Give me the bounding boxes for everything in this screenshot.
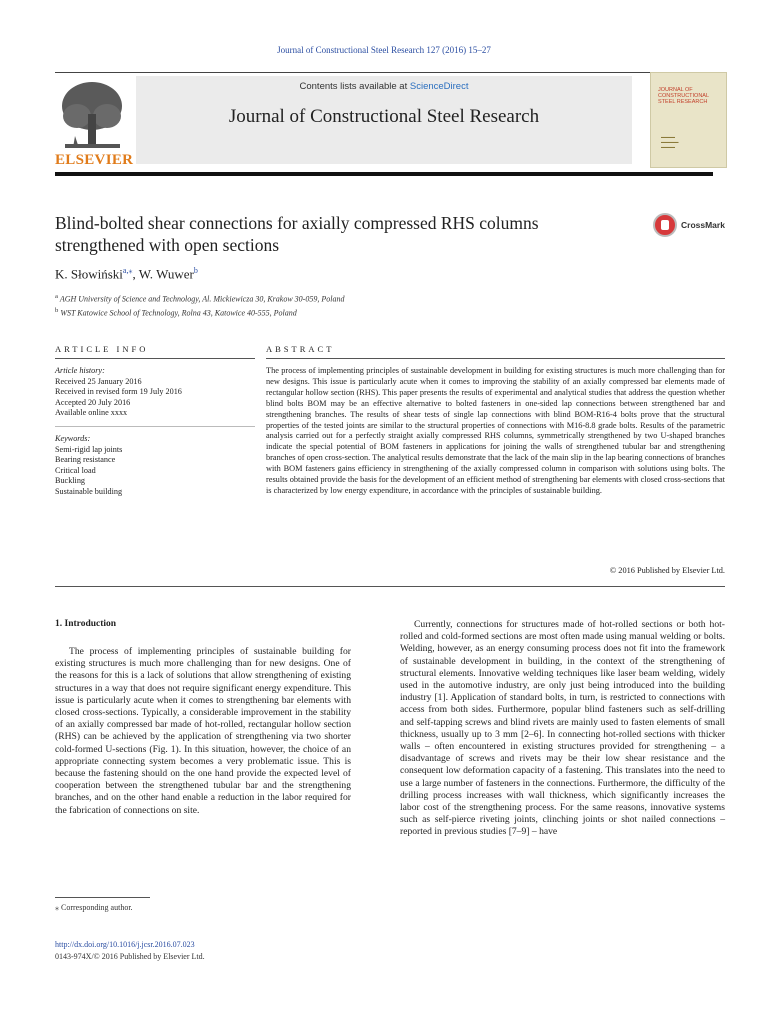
author-list bbox=[55, 266, 198, 282]
doi-link[interactable]: http://dx.doi.org/10.1016/j.jcsr.2016.07.023 bbox=[55, 940, 195, 949]
author-name[interactable]: K. Słowiński bbox=[55, 266, 123, 282]
header-thick-rule bbox=[55, 172, 713, 176]
cover-title: JOURNAL OF CONSTRUCTIONAL STEEL RESEARCH bbox=[658, 87, 709, 105]
contents-prefix: Contents lists available at bbox=[299, 81, 410, 92]
body-paragraph: Currently, connections for structures made of hot-rolled sections or both hot-rolled and cold-formed sections are most often made using manual welding or bolts. Welding, however, as an energy consuming process does not fit into the framework of sustainable development in building, in the context of the strengthening of structural elements. Innovative welding techniques like laser beam welding, widely used in the automotive industry, are only just being introduced into the building industry [1]. Application of standard bolts, in turn, is restricted to connections with access from both sides. Furthermore, popular blind fasteners such as self-drilling and self-tapping screws and blind rivets are mainly used to fasten elements of small thickness, usually up to 3 mm [2–6]. In connecting hot-rolled sections with thicker walls – often encountered in existing structures provided for strengthening – a disadvantage of screws and rivets may be their low shear resistance and the consequent low deformation capacity of a fastening. This translates into the need to use a large number of fasteners in the connections. Furthermore, the difficulty of the drilling process increases with wall thickness, which significantly increases the labor cost of the strengthening process. For the same reasons, innovative systems such as self-pierce riveting joints, clinching joints or shot nailed connections – reported in previous studies [7–9] – have bbox=[400, 619, 725, 838]
author-affiliation-marker[interactable]: a,⁎ bbox=[122, 266, 133, 275]
abstract-heading: ABSTRACT bbox=[266, 344, 335, 354]
affiliation-text: AGH University of Science and Technology, Al. Mickiewicza 30, Krakow 30-059, Poland bbox=[59, 294, 345, 304]
keyword-item: Sustainable building bbox=[55, 486, 123, 496]
footnote-rule bbox=[55, 897, 150, 898]
abstract-rule bbox=[266, 358, 725, 359]
sciencedirect-link[interactable]: ScienceDirect bbox=[409, 81, 469, 92]
body-paragraph: The process of implementing principles of sustainable building for existing structures is much more challenging than for new designs. One of the reasons for this is a lack of solutions that allow strengthening of existing structures in a way that does not require significant energy expenditure. This issue is particularly acute when it comes to strengthening bar elements with closed cross-sections. Typically, a considerable improvement in the stability of an axially compressed bar made of hot-rolled, rectangular hollow section (RHS) can be achieved by the application of strengthening via two shorter cold-formed U-sections (Fig. 1). In this situation, however, the choice of an appropriate connecting system becomes a very problematic issue. This is because the fastening should on the one hand provide the expected level of cooperation between the strengthened tubular bar and the strengthening branches, and on the other hand enable a reduction in the labor required for the fabrication of connections on site. bbox=[55, 646, 351, 816]
affiliation-marker: b bbox=[55, 306, 59, 314]
crossmark-label: CrossMark bbox=[681, 220, 725, 230]
abstract-bottom-rule bbox=[55, 586, 725, 587]
copyright-notice: © 2016 Published by Elsevier Ltd. bbox=[609, 566, 725, 575]
keyword-item: Bearing resistance bbox=[55, 455, 116, 464]
crossmark-icon bbox=[653, 213, 677, 237]
author-name[interactable]: , W. Wuwer bbox=[132, 266, 194, 282]
article-info-rule bbox=[55, 358, 255, 359]
crossmark-badge[interactable] bbox=[653, 213, 725, 243]
affiliation-text: WST Katowice School of Technology, Rolna 43, Katowice 40-555, Poland bbox=[60, 308, 297, 318]
section-heading-introduction: 1. Introduction bbox=[55, 619, 117, 629]
history-item: Received in revised form 19 July 2016 bbox=[55, 387, 182, 396]
article-info-heading: ARTICLE INFO bbox=[55, 344, 149, 354]
keywords-rule bbox=[55, 426, 255, 427]
article-title: Blind-bolted shear connections for axially compressed RHS columns strengthened with open sections bbox=[55, 213, 539, 255]
history-item: Received 25 January 2016 bbox=[55, 376, 142, 386]
author-affiliation-marker[interactable]: b bbox=[193, 266, 198, 275]
issn-line: 0143-974X/© 2016 Published by Elsevier Ltd. bbox=[55, 952, 205, 961]
history-label: Article history: bbox=[55, 366, 105, 375]
journal-title: Journal of Constructional Steel Research bbox=[228, 106, 540, 127]
article-history bbox=[55, 366, 182, 419]
history-item: Available online xxxx bbox=[55, 408, 128, 417]
keywords-label: Keywords: bbox=[55, 434, 91, 443]
journal-citation[interactable]: Journal of Constructional Steel Research 127 (2016) 15–27 bbox=[277, 45, 491, 55]
affiliations bbox=[55, 291, 344, 318]
body-column-right bbox=[400, 619, 725, 839]
affiliation-item bbox=[55, 305, 344, 319]
keyword-item: Semi-rigid lap joints bbox=[55, 444, 123, 454]
header-rule bbox=[55, 72, 713, 73]
footnote-corresponding-author: ⁎ Corresponding author. bbox=[55, 903, 133, 912]
keyword-item: Critical load bbox=[55, 465, 96, 475]
history-item: Accepted 20 July 2016 bbox=[55, 397, 131, 407]
keyword-item: Buckling bbox=[55, 476, 86, 485]
affiliation-marker: a bbox=[55, 293, 58, 300]
abstract-text: The process of implementing principles of sustainable development in building for existing structures is much more challenging than for new designs. This issue is particularly acute when it comes to improving the stability of an axially compressed bar elements made of rectangular hollow section (RHS). This paper presents the results of experimental and analytical studies that address the question whether blind bolts BOM may be an effective alternative to bolted fasteners in one-sided lap connections between strengthened bar and strengthening branches. The results of shear tests of single lap connections with blind BOM-R16-4 bolts prove that the structural properties of the tested joints are similar to the structural properties of connections with M16-8.8 grade bolts. Results of the parametric analysis carried out for a perfectly straight axially compressed RHS columns, symmetrically strengthened by two U-shaped branches indicate the special potential of BOM fasteners in applications for joining the walls of strengthened tubular bar and strengthening branches of open cross-section. The analytical results demonstrate that the lack of the main slip in the lap bearing connections of branches with BOM fasteners gains efficiency in strengthening of the axially compressed column in comparison with solutions using bolts. The results obtained provide the basis for the development of an efficient method of strengthening bar elements with closed cross-sections that is characterized by low energy expenditure, in accordance with the principles of sustainable building. bbox=[266, 366, 725, 495]
body-column-left bbox=[55, 646, 351, 817]
affiliation-item bbox=[55, 291, 344, 305]
journal-cover-thumbnail[interactable] bbox=[650, 72, 727, 168]
cover-decoration: ▬▬▬▬ ▬▬▬▬▬ ▬▬▬▬ bbox=[661, 135, 679, 149]
publisher-name: ELSEVIER bbox=[55, 152, 134, 168]
keywords bbox=[55, 434, 122, 497]
contents-line bbox=[136, 81, 632, 92]
